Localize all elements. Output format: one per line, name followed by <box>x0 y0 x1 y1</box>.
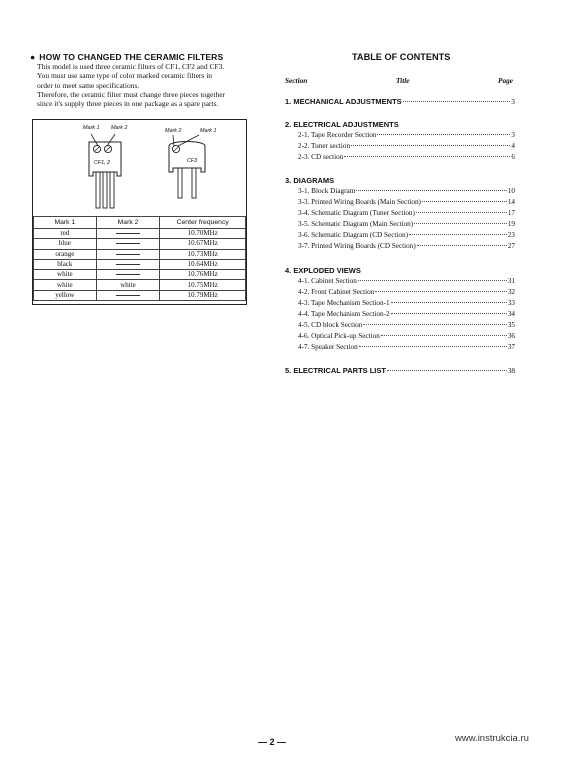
toc-item-title: 4-6. Optical Pick-up Section <box>298 332 380 340</box>
figure-label-mark1: Mark 1 <box>83 125 100 131</box>
table-row <box>34 259 246 269</box>
mark1-cell: yellow <box>34 290 97 300</box>
dash-mark <box>116 254 140 255</box>
toc-item-title: 3-5. Schematic Diagram (Main Section) <box>298 220 414 228</box>
toc-item[interactable] <box>298 142 515 150</box>
toc-page-number: 6 <box>511 153 515 161</box>
toc-item[interactable] <box>298 343 515 351</box>
dot-leader <box>359 346 507 347</box>
table-row <box>34 249 246 259</box>
ceramic-paragraph-line: order to meet same specifications. <box>37 80 140 90</box>
toc-page-number: 14 <box>507 198 515 206</box>
toc-page-number: 38 <box>507 367 515 375</box>
mark2-cell <box>96 259 160 269</box>
dot-leader <box>344 156 510 157</box>
mark1-cell: red <box>34 229 97 239</box>
dot-leader <box>387 370 507 371</box>
dash-mark <box>116 243 140 244</box>
toc-page-number: 19 <box>507 220 515 228</box>
dot-leader <box>422 201 507 202</box>
dot-leader <box>409 234 507 235</box>
column-header: Mark 1 <box>34 217 97 229</box>
toc-page-number: 17 <box>507 209 515 217</box>
column-header: Mark 2 <box>96 217 160 229</box>
toc-page-number: 23 <box>507 231 515 239</box>
toc-item[interactable] <box>298 198 515 206</box>
mark1-cell: black <box>34 259 97 269</box>
table-row <box>34 270 246 280</box>
figure-part-label: CF1, 2 <box>94 160 111 166</box>
ceramic-filter-cf3-drawing <box>161 134 217 202</box>
toc-item-title: 4-5. CD block Section <box>298 321 363 329</box>
ceramic-paragraph-line: since it's supply three pieces in one package as a spare parts. <box>37 99 219 109</box>
toc-item-title: 2-2. Tuner section <box>298 142 351 150</box>
toc-column-section: Section <box>285 76 308 85</box>
mark1-cell: orange <box>34 249 97 259</box>
toc-item-title: 4-2. Front Cabinet Section <box>298 288 375 296</box>
figure-label-mark1: Mark 1 <box>200 128 217 134</box>
toc-item[interactable] <box>298 288 515 296</box>
toc-item[interactable] <box>298 209 515 217</box>
dot-leader <box>414 223 507 224</box>
toc-item[interactable] <box>298 310 515 318</box>
ceramic-paragraph-line: This model is used three ceramic filters of CF1, CF2 and CF3. <box>37 62 225 71</box>
toc-page-number: 36 <box>507 332 515 340</box>
bullet-icon: ● <box>30 52 36 62</box>
ceramic-paragraph-line: Therefore, the ceramic filter must change three pieces together <box>37 89 226 99</box>
dot-leader <box>417 245 507 246</box>
dot-leader <box>391 302 507 303</box>
mark2-cell <box>96 270 160 280</box>
frequency-cell: 10.67MHz <box>160 239 246 249</box>
frequency-cell: 10.75MHz <box>160 280 246 290</box>
dot-leader <box>391 313 507 314</box>
toc-item-title: 4-3. Tape Mechanism Section-1 <box>298 299 390 307</box>
dot-leader <box>375 291 507 292</box>
mark2-cell: white <box>96 280 160 290</box>
mark1-cell: white <box>34 280 97 290</box>
toc-section-electrical-parts-list[interactable] <box>285 366 515 375</box>
table-header-row <box>34 217 246 229</box>
ceramic-paragraph-line: You must use same type of color marked ceramic filters in <box>37 71 213 81</box>
toc-page-number: 27 <box>507 242 515 250</box>
toc-item[interactable] <box>298 131 515 139</box>
toc-section-title: 1. MECHANICAL ADJUSTMENTS <box>285 97 402 106</box>
toc-page-number: 35 <box>507 321 515 329</box>
toc-page-number: 4 <box>511 142 515 150</box>
toc-section-mechanical-adjustments[interactable] <box>285 97 515 106</box>
watermark: www.instrukcia.ru <box>455 733 529 744</box>
ceramic-filters-heading <box>30 52 223 62</box>
figure-part-label: CF3 <box>187 158 198 164</box>
toc-section-diagrams: 3. DIAGRAMS <box>285 176 335 185</box>
toc-section-title: 5. ELECTRICAL PARTS LIST <box>285 366 386 375</box>
toc-page-number: 37 <box>507 343 515 351</box>
ceramic-filter-cf12-drawing <box>81 132 139 212</box>
frequency-cell: 10.64MHz <box>160 259 246 269</box>
toc-section-electrical-adjustments: 2. ELECTRICAL ADJUSTMENTS <box>285 120 399 129</box>
toc-page-number: 3 <box>511 131 515 139</box>
toc-item[interactable] <box>298 242 515 250</box>
frequency-cell: 10.70MHz <box>160 229 246 239</box>
toc-item-title: 2-1. Tape Recorder Section <box>298 131 377 139</box>
column-header: Center frequency <box>160 217 246 229</box>
toc-column-title: Title <box>396 76 410 85</box>
dash-mark <box>116 295 140 296</box>
toc-item[interactable] <box>298 277 515 285</box>
toc-item[interactable] <box>298 153 515 161</box>
toc-item-title: 3-7. Printed Wiring Boards (CD Section) <box>298 242 416 250</box>
dot-leader <box>358 280 507 281</box>
page-number: — 2 — <box>258 737 287 747</box>
toc-title: TABLE OF CONTENTS <box>352 52 451 62</box>
center-frequency-table <box>33 216 246 301</box>
toc-item-title: 4-7. Speaker Section <box>298 343 358 351</box>
toc-page-number: 3 <box>511 98 515 106</box>
dash-mark <box>116 264 140 265</box>
mark2-cell <box>96 249 160 259</box>
toc-item-title: 4-1. Cabinet Section <box>298 277 357 285</box>
mark1-cell: white <box>34 270 97 280</box>
toc-page-number: 32 <box>507 288 515 296</box>
figure-label-mark2: Mark 2 <box>165 128 182 134</box>
table-row <box>34 239 246 249</box>
mark2-cell <box>96 229 160 239</box>
toc-item-title: 3-1. Block Diagram <box>298 187 356 195</box>
dot-leader <box>351 145 510 146</box>
toc-item-title: 4-4. Tape Mechanism Section-2 <box>298 310 390 318</box>
dot-leader <box>381 335 507 336</box>
toc-item[interactable] <box>298 187 515 195</box>
dot-leader <box>356 190 507 191</box>
toc-page-number: 31 <box>507 277 515 285</box>
toc-page-number: 33 <box>507 299 515 307</box>
dot-leader <box>377 134 510 135</box>
table-row <box>34 280 246 290</box>
mark2-cell <box>96 239 160 249</box>
toc-item[interactable] <box>298 220 515 228</box>
toc-page-number: 34 <box>507 310 515 318</box>
dot-leader <box>403 101 511 102</box>
mark1-cell: blue <box>34 239 97 249</box>
toc-item[interactable] <box>298 332 515 340</box>
toc-item[interactable] <box>298 321 515 329</box>
toc-section-exploded-views: 4. EXPLODED VIEWS <box>285 266 361 275</box>
toc-item[interactable] <box>298 299 515 307</box>
dash-mark <box>116 274 140 275</box>
mark2-cell <box>96 290 160 300</box>
toc-page-number: 10 <box>507 187 515 195</box>
frequency-cell: 10.79MHz <box>160 290 246 300</box>
ceramic-filter-figure <box>32 119 247 305</box>
figure-label-mark2: Mark 2 <box>111 125 128 131</box>
dot-leader <box>363 324 507 325</box>
table-row <box>34 229 246 239</box>
toc-item-title: 3-6. Schematic Diagram (CD Section) <box>298 231 408 239</box>
dash-mark <box>116 233 140 234</box>
ceramic-heading-text: HOW TO CHANGED THE CERAMIC FILTERS <box>39 52 224 62</box>
table-row <box>34 290 246 300</box>
toc-item-title: 3-4. Schematic Diagram (Tuner Section) <box>298 209 415 217</box>
toc-item-title: 2-3. CD section <box>298 153 344 161</box>
toc-item[interactable] <box>298 231 515 239</box>
frequency-cell: 10.73MHz <box>160 249 246 259</box>
dot-leader <box>416 212 507 213</box>
toc-column-page: Page <box>498 76 513 85</box>
toc-item-title: 3-3. Printed Wiring Boards (Main Section) <box>298 198 421 206</box>
frequency-cell: 10.76MHz <box>160 270 246 280</box>
